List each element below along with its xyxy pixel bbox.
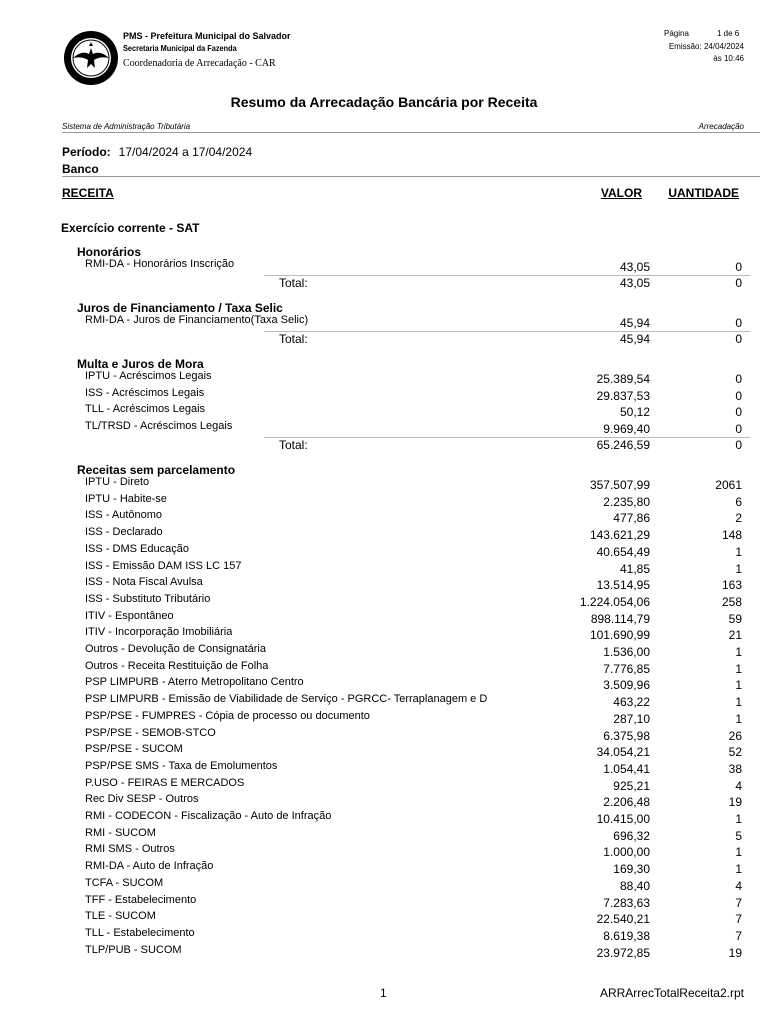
receita-cell: ITIV - Espontâneo xyxy=(85,609,174,622)
table-row xyxy=(0,314,768,330)
period-label: Período: xyxy=(62,145,111,159)
table-row xyxy=(0,626,768,642)
valor-cell: 357.507,99 xyxy=(589,478,650,492)
total-quantidade: 0 xyxy=(735,331,742,346)
table-row xyxy=(0,387,768,403)
valor-cell: 29.837,53 xyxy=(596,388,650,403)
valor-cell: 25.389,54 xyxy=(596,372,650,386)
quantidade-cell: 7 xyxy=(735,895,742,910)
group-heading: Multa e Juros de Mora xyxy=(77,357,204,371)
emission-date: Emissão: 24/04/2024 xyxy=(668,42,744,51)
valor-cell: 477,86 xyxy=(613,511,650,526)
group-heading: Receitas sem parcelamento xyxy=(77,463,236,477)
valor-cell: 1.000,00 xyxy=(603,845,650,860)
receita-cell: RMI-DA - Auto de Infração xyxy=(85,860,214,873)
table-row xyxy=(0,810,768,826)
quantidade-cell: 38 xyxy=(728,761,742,776)
valor-cell: 1.536,00 xyxy=(603,645,650,659)
quantidade-cell: 4 xyxy=(735,778,742,793)
table-row xyxy=(0,576,768,592)
total-valor: 45,94 xyxy=(619,331,650,346)
quantidade-cell: 7 xyxy=(735,928,742,943)
receita-cell: RMI - CODECON - Fiscalização - Auto de Infração xyxy=(85,810,332,822)
table-row xyxy=(0,793,768,809)
valor-cell: 2.206,48 xyxy=(603,795,650,810)
total-row xyxy=(0,438,768,454)
valor-cell: 50,12 xyxy=(619,405,650,420)
valor-cell: 696,32 xyxy=(613,828,650,843)
valor-cell: 34.054,21 xyxy=(596,745,650,760)
receita-cell: ITIV - Incorporação Imobiliária xyxy=(85,626,233,639)
valor-cell: 2.235,80 xyxy=(603,494,650,509)
footer-report-file: ARRArrecTotalReceita2.rpt xyxy=(599,986,744,1000)
quantidade-cell: 163 xyxy=(721,578,742,593)
receita-cell: TLL - Estabelecimento xyxy=(85,926,195,939)
footer-page-number: 1 xyxy=(380,986,387,1000)
quantidade-cell: 0 xyxy=(735,260,742,274)
table-row xyxy=(0,843,768,859)
table-row xyxy=(0,894,768,910)
table-row xyxy=(0,509,768,525)
quantidade-cell: 7 xyxy=(735,912,742,927)
quantidade-cell: 21 xyxy=(728,628,742,643)
receita-cell: RMI-DA - Juros de Financiamento(Taxa Selic) xyxy=(85,314,309,326)
valor-cell: 22.540,21 xyxy=(596,912,650,927)
receita-cell: TCFA - SUCOM xyxy=(85,876,164,889)
period-value: 17/04/2024 a 17/04/2024 xyxy=(118,145,253,159)
quantidade-cell: 0 xyxy=(735,405,742,420)
receita-cell: PSP/PSE - FUMPRES - Cópia de processo ou documento xyxy=(85,709,370,722)
quantidade-cell: 258 xyxy=(721,594,742,609)
receita-cell: ISS - Autônomo xyxy=(85,509,163,522)
receita-cell: TLE - SUCOM xyxy=(85,910,156,923)
emission-time: às 10:46 xyxy=(713,54,744,63)
receita-cell: PSP/PSE SMS - Taxa de Emolumentos xyxy=(85,759,278,772)
table-row xyxy=(0,560,768,576)
page-count: 1 de 6 xyxy=(717,29,740,38)
org-name: PMS - Prefeitura Municipal do Salvador xyxy=(123,31,291,41)
quantidade-cell: 4 xyxy=(735,878,742,893)
group-heading: Honorários xyxy=(77,245,142,259)
valor-cell: 7.776,85 xyxy=(603,661,650,676)
valor-cell: 88,40 xyxy=(619,878,650,893)
secretaria-name: Secretaria Municipal da Fazenda xyxy=(123,44,237,53)
receita-cell: ISS - Nota Fiscal Avulsa xyxy=(85,576,203,589)
quantidade-cell: 6 xyxy=(735,494,742,509)
quantidade-cell: 1 xyxy=(735,645,742,659)
receita-cell: ISS - Declarado xyxy=(85,526,163,539)
total-label: Total: xyxy=(279,275,308,290)
valor-cell: 101.690,99 xyxy=(589,628,650,643)
total-label: Total: xyxy=(279,437,308,452)
table-row xyxy=(0,710,768,726)
table-row xyxy=(0,543,768,559)
table-row xyxy=(0,693,768,709)
total-row xyxy=(0,332,768,348)
page-label: Página xyxy=(664,29,689,38)
quantidade-cell: 1 xyxy=(735,845,742,860)
table-row xyxy=(0,743,768,759)
valor-cell: 9.969,40 xyxy=(603,422,650,437)
quantidade-cell: 0 xyxy=(735,372,742,386)
table-row xyxy=(0,526,768,542)
quantidade-cell: 1 xyxy=(735,561,742,576)
valor-cell: 3.509,96 xyxy=(603,678,650,693)
quantidade-cell: 2 xyxy=(735,511,742,526)
valor-cell: 898.114,79 xyxy=(590,611,650,626)
exercise-heading: Exercício corrente - SAT xyxy=(61,221,200,235)
total-row xyxy=(0,276,768,292)
receita-cell: PSP/PSE - SUCOM xyxy=(85,743,183,756)
table-row xyxy=(0,370,768,386)
bank-label: Banco xyxy=(62,162,99,176)
quantidade-cell: 52 xyxy=(728,745,742,760)
table-row xyxy=(0,877,768,893)
quantidade-cell: 2061 xyxy=(715,478,742,492)
receita-cell: RMI-DA - Honorários Inscrição xyxy=(85,258,235,270)
table-row xyxy=(0,660,768,676)
receita-cell: TFF - Estabelecimento xyxy=(85,893,197,906)
table-row xyxy=(0,676,768,692)
valor-cell: 45,94 xyxy=(619,316,650,330)
valor-cell: 13.514,95 xyxy=(596,578,650,593)
table-row xyxy=(0,944,768,960)
bank-divider xyxy=(62,176,760,177)
system-name: Sistema de Administração Tributária xyxy=(62,122,191,131)
table-row xyxy=(0,727,768,743)
valor-cell: 43,05 xyxy=(619,260,650,274)
receita-cell: Outros - Devolução de Consignatária xyxy=(85,643,266,655)
valor-cell: 6.375,98 xyxy=(603,728,650,743)
area-name: Arrecadação xyxy=(698,122,744,131)
total-quantidade: 0 xyxy=(735,275,742,290)
column-header-quantidade: UANTIDADE xyxy=(668,186,739,200)
table-row xyxy=(0,403,768,419)
receita-cell: TLL - Acréscimos Legais xyxy=(85,403,206,416)
table-row xyxy=(0,610,768,626)
quantidade-cell: 0 xyxy=(735,316,742,330)
receita-cell: IPTU - Acréscimos Legais xyxy=(85,370,212,382)
table-row xyxy=(0,643,768,659)
column-header-valor: VALOR xyxy=(600,186,642,200)
total-valor: 43,05 xyxy=(619,275,650,290)
receita-cell: PSP/PSE - SEMOB-STCO xyxy=(85,726,216,739)
table-row xyxy=(0,593,768,609)
receita-cell: P.USO - FEIRAS E MERCADOS xyxy=(85,776,245,789)
valor-cell: 169,30 xyxy=(613,862,650,877)
receita-cell: TLP/PUB - SUCOM xyxy=(85,943,182,956)
quantidade-cell: 1 xyxy=(735,544,742,559)
quantidade-cell: 1 xyxy=(735,711,742,726)
total-valor: 65.246,59 xyxy=(596,437,650,452)
valor-cell: 23.972,85 xyxy=(596,945,650,960)
valor-cell: 287,10 xyxy=(613,711,650,726)
receita-cell: IPTU - Direto xyxy=(85,476,150,488)
quantidade-cell: 1 xyxy=(735,862,742,877)
table-row xyxy=(0,927,768,943)
header-divider xyxy=(62,132,760,133)
table-row xyxy=(0,420,768,436)
period xyxy=(62,145,252,159)
table-row xyxy=(0,860,768,876)
quantidade-cell: 26 xyxy=(728,728,742,743)
group-heading: Juros de Financiamento / Taxa Selic xyxy=(77,301,283,315)
receita-cell: ISS - Acréscimos Legais xyxy=(85,386,205,399)
quantidade-cell: 19 xyxy=(728,945,742,960)
receita-cell: PSP LIMPURB - Aterro Metropolitano Centro xyxy=(85,676,304,689)
valor-cell: 7.283,63 xyxy=(603,895,650,910)
table-row xyxy=(0,476,768,492)
table-row xyxy=(0,827,768,843)
table-row xyxy=(0,258,768,274)
valor-cell: 143.621,29 xyxy=(589,528,650,543)
valor-cell: 40.654,49 xyxy=(596,544,650,559)
quantidade-cell: 1 xyxy=(735,661,742,676)
salvador-seal-logo xyxy=(63,30,119,86)
valor-cell: 10.415,00 xyxy=(596,812,650,826)
receita-cell: ISS - DMS Educação xyxy=(85,542,189,555)
receita-cell: IPTU - Habite-se xyxy=(85,492,167,505)
receita-cell: RMI - SUCOM xyxy=(85,826,156,839)
receita-cell: TL/TRSD - Acréscimos Legais xyxy=(85,420,233,433)
receita-cell: ISS - Substituto Tributário xyxy=(85,592,211,605)
quantidade-cell: 0 xyxy=(735,388,742,403)
receita-cell: Rec Div SESP - Outros xyxy=(85,793,199,806)
total-quantidade: 0 xyxy=(735,437,742,452)
table-row xyxy=(0,910,768,926)
quantidade-cell: 5 xyxy=(735,828,742,843)
table-row xyxy=(0,760,768,776)
receita-cell: RMI SMS - Outros xyxy=(85,843,175,856)
receita-cell: ISS - Emissão DAM ISS LC 157 xyxy=(85,559,242,572)
valor-cell: 1.054,41 xyxy=(603,761,650,776)
column-header-receita: RECEITA xyxy=(62,186,114,200)
quantidade-cell: 59 xyxy=(728,611,742,626)
quantidade-cell: 148 xyxy=(721,528,742,543)
valor-cell: 41,85 xyxy=(619,561,650,576)
receita-cell: PSP LIMPURB - Emissão de Viabilidade de Serviço - PGRCC- Terraplanagem e D xyxy=(85,693,488,706)
receita-cell: Outros - Receita Restituição de Folha xyxy=(85,659,269,672)
valor-cell: 463,22 xyxy=(613,695,650,710)
quantidade-cell: 1 xyxy=(735,812,742,826)
quantidade-cell: 0 xyxy=(735,422,742,437)
total-label: Total: xyxy=(279,331,308,346)
valor-cell: 8.619,38 xyxy=(603,928,650,943)
coordenadoria-name: Coordenadoria de Arrecadação - CAR xyxy=(123,58,276,69)
quantidade-cell: 1 xyxy=(735,678,742,693)
valor-cell: 1.224.054,06 xyxy=(579,594,650,609)
quantidade-cell: 1 xyxy=(735,695,742,710)
report-title: Resumo da Arrecadação Bancária por Receita xyxy=(230,94,538,110)
table-row xyxy=(0,493,768,509)
quantidade-cell: 19 xyxy=(728,795,742,810)
table-row xyxy=(0,777,768,793)
valor-cell: 925,21 xyxy=(613,778,650,793)
